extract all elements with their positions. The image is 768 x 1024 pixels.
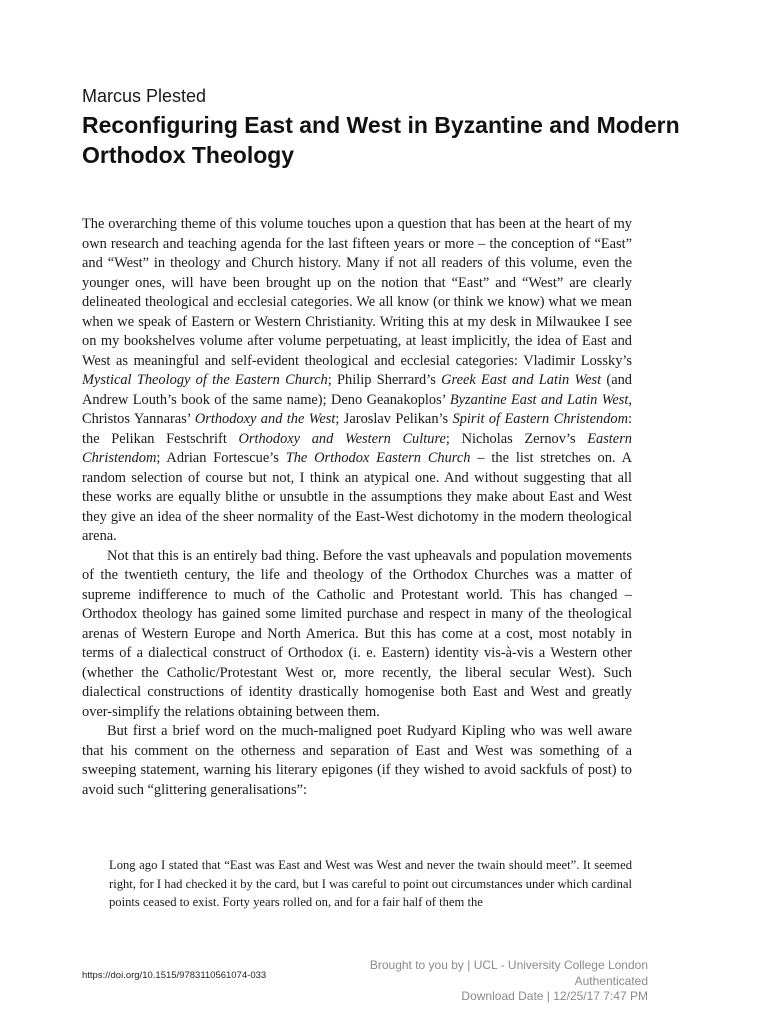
book-title: The Orthodox Eastern Church bbox=[285, 450, 471, 466]
book-title: Greek East and Latin West bbox=[441, 372, 602, 388]
chapter-title: Reconfiguring East and West in Byzantine and Modern Orthodox Theology bbox=[82, 112, 680, 168]
doi-link[interactable]: https://doi.org/10.1515/9783110561074-033 bbox=[82, 970, 267, 981]
text-run: But first a brief word on the much-maligned poet Rudyard Kipling who was well aware that his comment on the otherness and separation of East and West was something of a sweeping statement, warning his literary epigones (if they wished to avoid sackfuls of post) to avoid such “glittering generalisations”: bbox=[82, 723, 632, 798]
text-run: (and Andrew Louth’s book of the same name); Deno Geanakoplos’ bbox=[82, 372, 632, 408]
book-title: Eastern Christendom bbox=[82, 430, 632, 466]
text-run: ; Nicholas Zernov’s bbox=[445, 430, 588, 447]
chapter-author: Marcus Plested bbox=[82, 86, 207, 106]
access-watermark bbox=[370, 958, 648, 1005]
body-text bbox=[82, 215, 632, 800]
book-title: Orthodoxy and the West bbox=[194, 411, 336, 427]
watermark-line: Download Date | 12/25/17 7:47 PM bbox=[461, 989, 648, 1003]
paragraph bbox=[82, 215, 632, 547]
paragraph bbox=[82, 722, 632, 800]
book-title: Byzantine East and Latin West bbox=[449, 391, 629, 408]
block-quote: Long ago I stated that “East was East and West was West and never the twain should meet”. It seemed right, for I had checked it by the card, but I was careful to point out circumstances under which cardinal points ceased to exist. Forty years rolled on, and for a fair half of them the bbox=[109, 858, 632, 909]
text-run: , Christos Yannaras’ bbox=[82, 391, 632, 427]
book-title: Spirit of Eastern Christendom bbox=[452, 411, 628, 427]
text-run: : the Pelikan Festschrift bbox=[82, 411, 632, 447]
text-run: Not that this is an entirely bad thing. Before the vast upheavals and population movements of the twentieth century, the life and theology of the Orthodox Churches was a matter of supreme indifference to much of the Catholic and Protestant world. This has changed – Orthodox theology has gained some limited purchase and respect in many of the theological arenas of Western Europe and North America. But this has come at a cost, most notably in terms of a dialectical construct of Orthodox (i. e. Eastern) identity vis-à-vis a Western other (whether the Catholic/Protestant West or, more recently, the liberal secular West). Such dialectical constructions of identity drastically homogenise both East and West and greatly over-simplify the relations obtaining between them. bbox=[82, 547, 632, 720]
text-run: ; Adrian Fortescue’s bbox=[156, 450, 286, 466]
paragraph bbox=[82, 547, 632, 723]
book-title: Mystical Theology of the Eastern Church bbox=[82, 372, 328, 388]
text-run: The overarching theme of this volume touches upon a question that has been at the heart of my own research and teaching agenda for the last fifteen years or more – the conception of “East” and “West” in theology and Church history. Many if not all readers of this volume, even the younger ones, will have been brought up on the notion that “East” and “West” are clearly delineated theological and ecclesial categories. We all know (or think we know) what we mean when we speak of Eastern or Western Christianity. Writing this at my desk in Milwaukee I see on my bookshelves volume after volume perpetuating, at least implicitly, the idea of East and West as meaningful and self-evident theological and ecclesial categories: Vladimir Lossky’s bbox=[82, 216, 632, 369]
text-run: – the list stretches on. A random selection of course but not, I think an atypical one. And without suggesting that all these works are equally blithe or unsubtle in the assumptions they make about East and West they give an idea of the sheer normality of the East-West dichotomy in the modern theological arena. bbox=[82, 450, 632, 544]
book-title: Orthodoxy and Western Culture bbox=[238, 430, 446, 447]
watermark-line: Authenticated bbox=[574, 973, 648, 988]
text-run: ; Jaroslav Pelikan’s bbox=[335, 411, 453, 427]
watermark-line: Brought to you by | UCL - University College London bbox=[369, 958, 648, 972]
text-run: ; Philip Sherrard’s bbox=[327, 372, 442, 388]
